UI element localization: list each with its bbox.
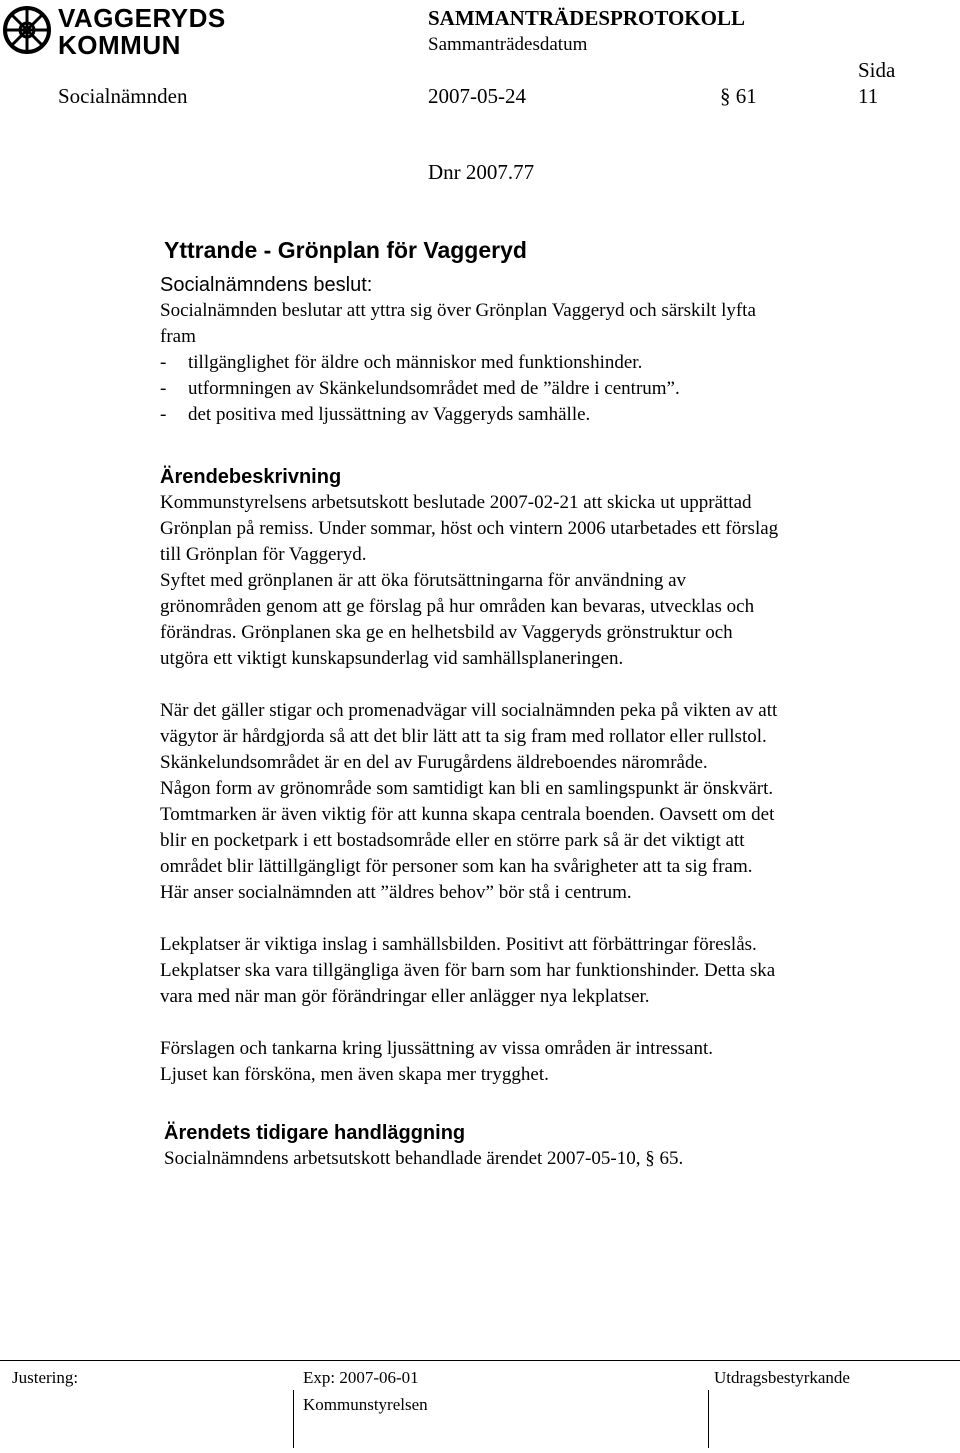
decision-bullet [160, 350, 930, 376]
page-label: Sida [858, 58, 896, 82]
history-text: Socialnämndens arbetsutskott behandlade ärendet 2007-05-10, § 65. [164, 1148, 684, 1169]
description-line: området blir lättillgängligt för personer som kan ha svårigheter att ta sig fram. [160, 856, 753, 877]
page-number: 11 [858, 84, 879, 108]
history-heading: Ärendets tidigare handläggning [164, 1122, 466, 1144]
description-line: grönområden genom att ge förslag på hur områden kan bevaras, utvecklas och [160, 596, 755, 617]
extract-certification-label: Utdragsbestyrkande [714, 1368, 850, 1387]
decision-line: fram [160, 326, 196, 347]
description-line: till Grönplan för Vaggeryd. [160, 544, 367, 565]
description-heading: Ärendebeskrivning [160, 466, 342, 488]
meeting-date-label: Sammanträdesdatum [428, 34, 588, 55]
committee-name: Socialnämnden [58, 84, 188, 108]
footer-divider [0, 1360, 960, 1361]
bullet-text: utformningen av Skänkelundsområdet med de ”äldre i centrum”. [188, 378, 680, 399]
meeting-date: 2007-05-24 [428, 84, 526, 108]
decision-bullet [160, 402, 930, 428]
case-number: Dnr 2007.77 [428, 160, 535, 184]
page-title: Yttrande - Grönplan för Vaggeryd [164, 237, 527, 263]
justering-label: Justering: [12, 1368, 79, 1387]
footer-divider-vertical [293, 1390, 294, 1448]
description-line: När det gäller stigar och promenadvägar vill socialnämnden peka på vikten av att [160, 700, 778, 721]
logo-text-line1: VAGGERYDS [58, 3, 226, 33]
municipality-emblem-icon [2, 3, 52, 57]
description-line: förändras. Grönplanen ska ge en helhetsbild av Vaggeryds grönstruktur och [160, 622, 733, 643]
bullet-dash: - [160, 378, 167, 399]
bullet-text: det positiva med ljussättning av Vaggeryds samhälle. [188, 404, 591, 425]
description-line: Lekplatser är viktiga inslag i samhällsbilden. Positivt att förbättringar föreslås. [160, 934, 757, 955]
footer-divider-vertical [708, 1390, 709, 1448]
description-line: blir en pocketpark i ett bostadsområde eller en större park så är det viktigt att [160, 830, 745, 851]
description-line: Förslagen och tankarna kring ljussättning av vissa områden är intressant. [160, 1038, 713, 1059]
logo-text-line2: KOMMUN [58, 30, 181, 60]
description-line: Tomtmarken är även viktig för att kunna skapa centrala boenden. Oavsett om det [160, 804, 775, 825]
description-line: Ljuset kan försköna, men även skapa mer trygghet. [160, 1064, 549, 1085]
municipality-logo [2, 3, 226, 60]
description-line: Lekplatser ska vara tillgängliga även för barn som har funktionshinder. Detta ska [160, 960, 776, 981]
description-line: vägytor är hårdgjorda så att det blir lätt att ta sig fram med rollator eller rullstol. [160, 726, 767, 747]
description-line: Grönplan på remiss. Under sommar, höst och vintern 2006 utarbetades ett förslag [160, 518, 779, 539]
description-line: Kommunstyrelsens arbetsutskott beslutade 2007-02-21 att skicka ut upprättad [160, 492, 752, 513]
expedition-date: Exp: 2007-06-01 [303, 1368, 419, 1387]
expedition-recipient: Kommunstyrelsen [303, 1395, 428, 1414]
paragraph-number: § 61 [720, 84, 757, 108]
decision-line: Socialnämnden beslutar att yttra sig över Grönplan Vaggeryd och särskilt lyfta [160, 300, 756, 321]
description-line: Syftet med grönplanen är att öka förutsättningarna för användning av [160, 570, 687, 591]
document-body [160, 236, 930, 1172]
description-line: Någon form av grönområde som samtidigt kan bli en samlingspunkt är önskvärt. [160, 778, 774, 799]
description-line: utgöra ett viktigt kunskapsunderlag vid samhällsplaneringen. [160, 648, 624, 669]
decision-bullet [160, 376, 930, 402]
bullet-dash: - [160, 404, 167, 425]
decision-heading: Socialnämndens beslut: [160, 274, 373, 296]
bullet-text: tillgänglighet för äldre och människor med funktionshinder. [188, 352, 643, 373]
description-line: vara med när man gör förändringar eller anlägger nya lekplatser. [160, 986, 650, 1007]
description-line: Här anser socialnämnden att ”äldres behov” bör stå i centrum. [160, 882, 632, 903]
description-line: Skänkelundsområdet är en del av Furugårdens äldreboendes närområde. [160, 752, 708, 773]
bullet-dash: - [160, 352, 167, 373]
document-type: SAMMANTRÄDESPROTOKOLL [428, 6, 745, 30]
